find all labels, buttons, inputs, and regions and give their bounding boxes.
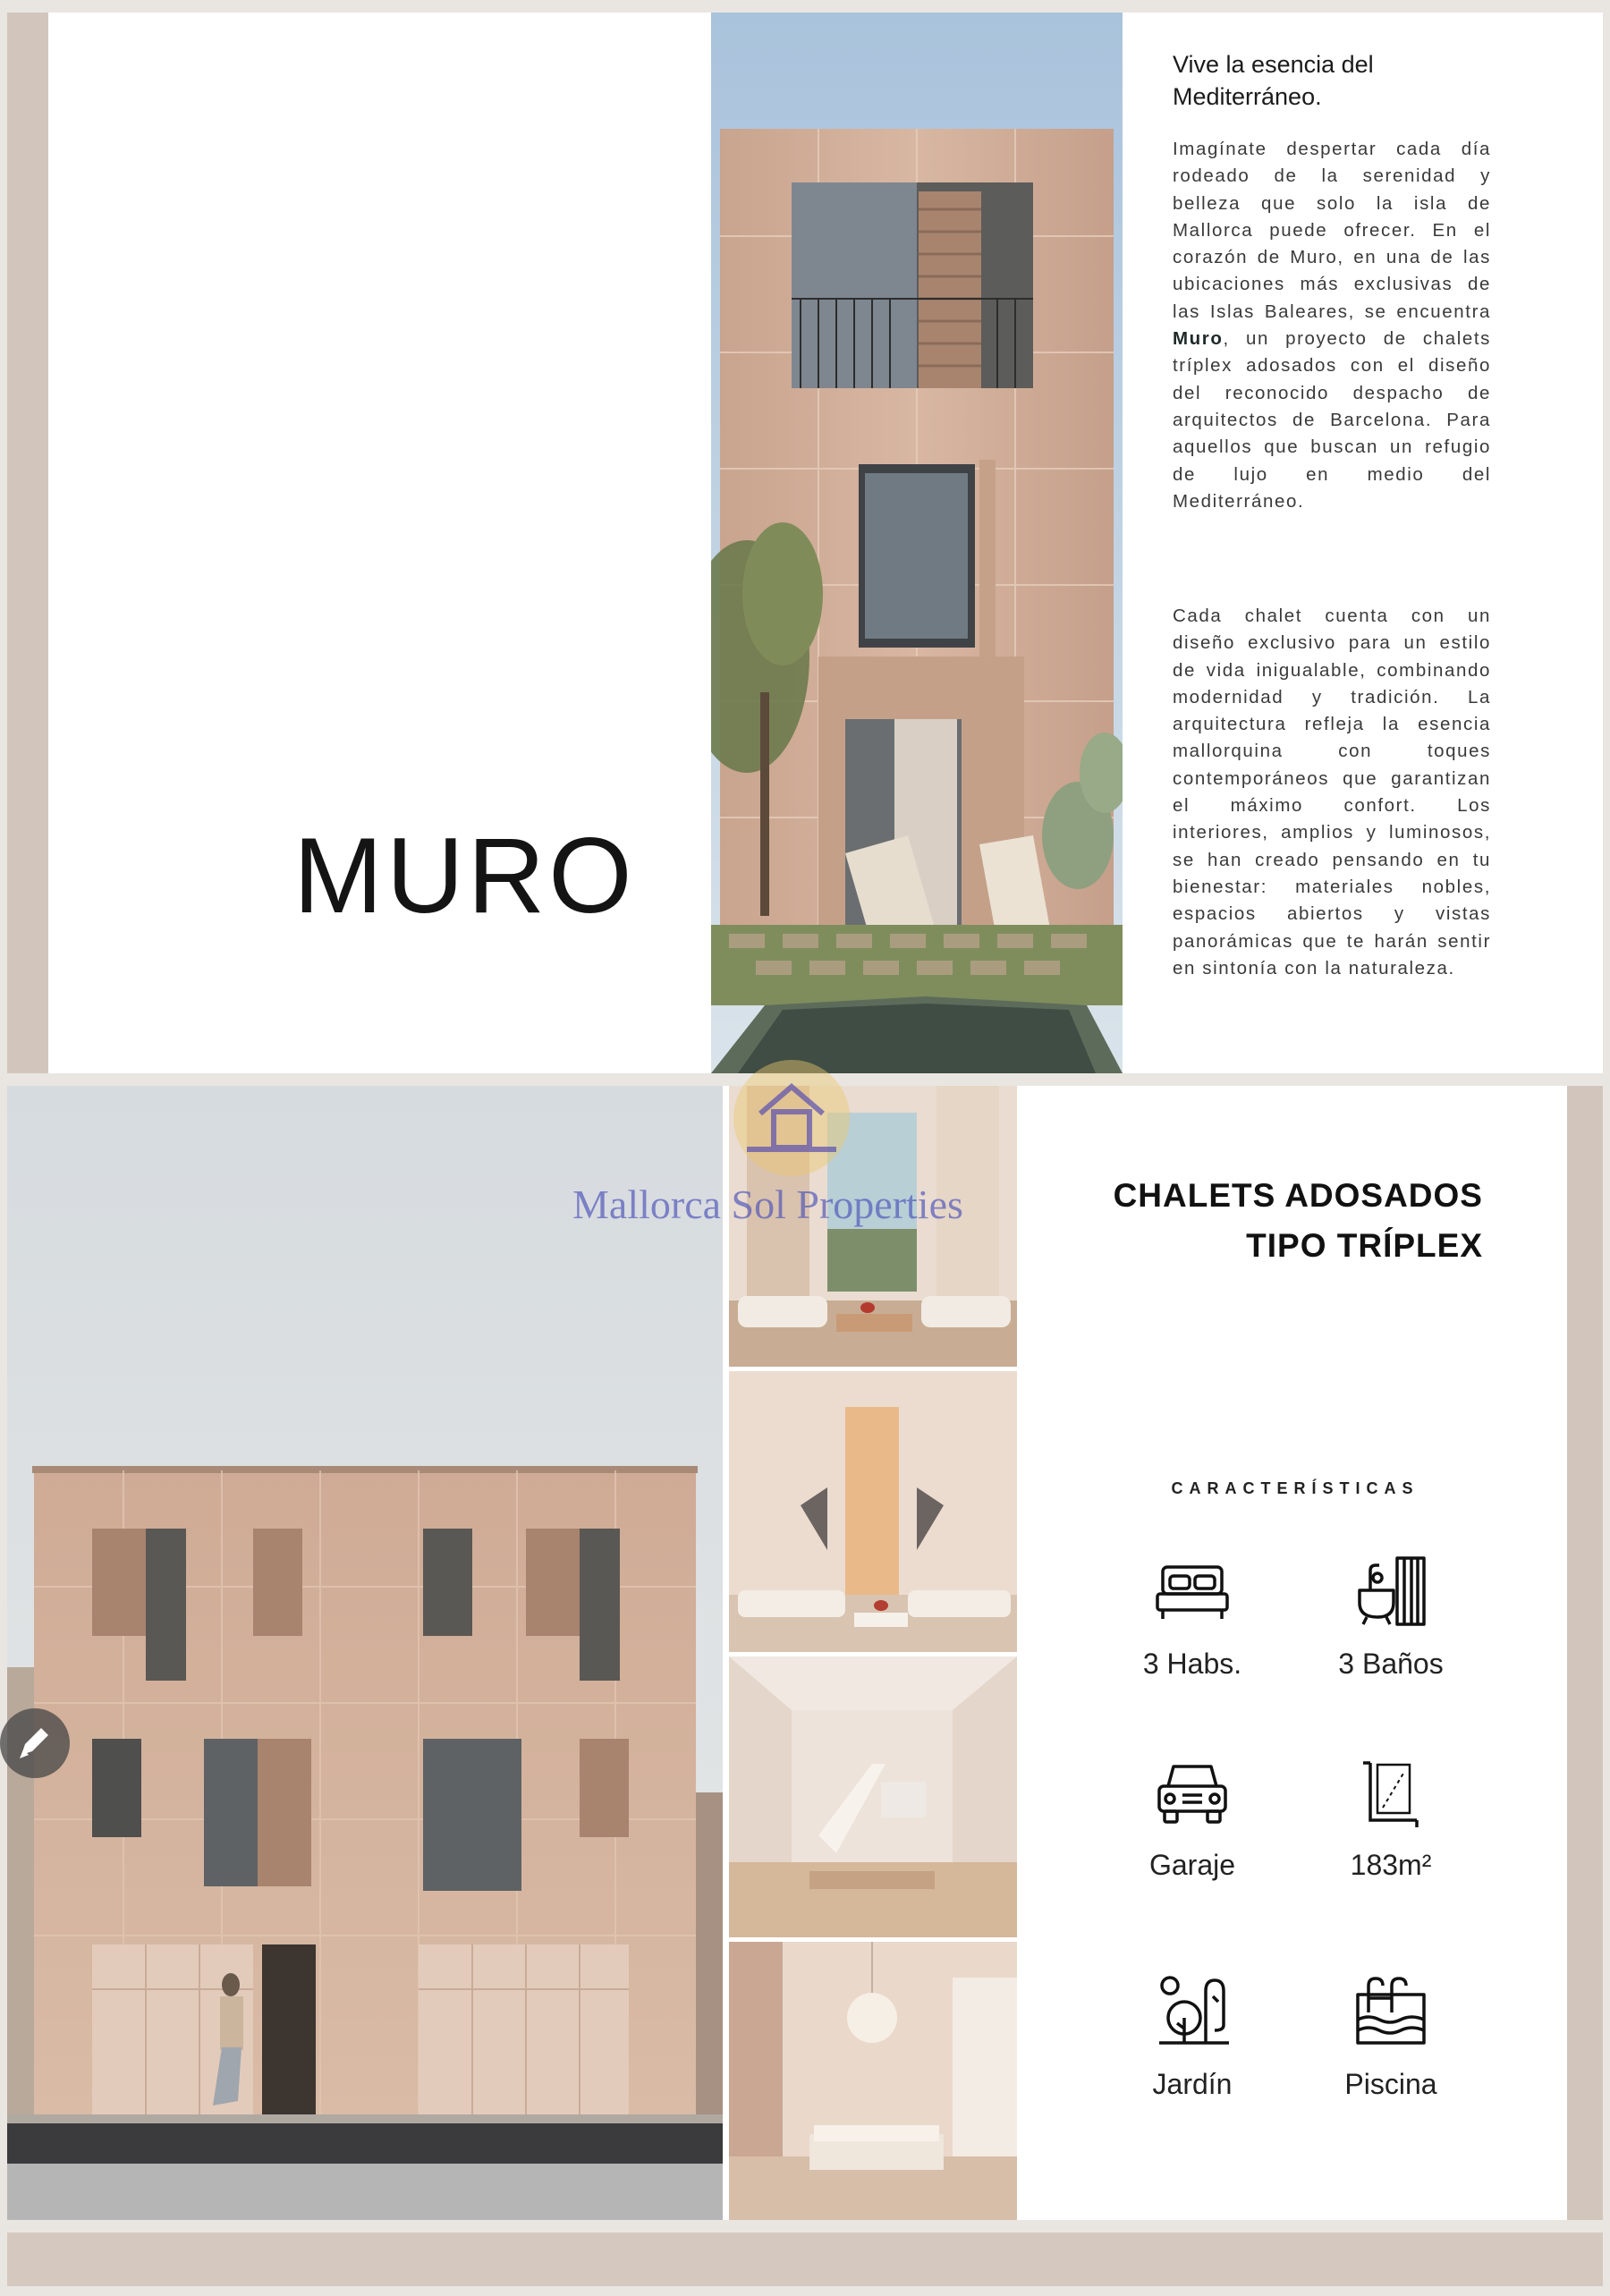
car-icon: [1152, 1752, 1233, 1833]
feature-area: [1301, 1752, 1480, 1882]
feature-label: 3 Baños: [1338, 1648, 1444, 1680]
project-title: MURO: [293, 816, 636, 936]
watermark-text: Mallorca Sol Properties: [572, 1182, 963, 1227]
section-title-line-1: CHALETS ADOSADOS: [1113, 1177, 1483, 1214]
bath-icon: [1351, 1551, 1431, 1631]
area-icon: [1351, 1752, 1431, 1833]
pencil-icon: [0, 1708, 70, 1778]
feature-bedrooms: [1103, 1551, 1282, 1681]
feature-garage: [1103, 1752, 1282, 1882]
intro-heading: Vive la esencia del Mediterráneo.: [1173, 51, 1374, 110]
paragraph-1-text-cont: , un proyecto de chalets tríplex adosados con el diseño del reconocido despacho de arquitectos de Barcelona. Para aquellos que buscan un refugio de lujo en medio del Mediterráneo.: [1173, 328, 1491, 512]
intro-paragraph-1: [1173, 136, 1491, 515]
feature-garden: [1103, 1971, 1282, 2101]
feature-label: Piscina: [1344, 2068, 1437, 2100]
watermark-logo: [733, 1060, 850, 1176]
feature-label: 183m²: [1350, 1849, 1432, 1881]
paragraph-1-text: Imagínate despertar cada día rodeado de la serenidad y belleza que solo la isla de Mallorca puede ofrecer. En el corazón de Muro, en una de las ubicaciones más exclusivas de las Islas Baleares, se encuentra: [1173, 139, 1491, 322]
facade-photo: [7, 1086, 723, 2220]
pool-icon: [1351, 1971, 1431, 2052]
decorative-strip: [1567, 1086, 1603, 2220]
section-title-line-2: TIPO TRÍPLEX: [1246, 1227, 1483, 1264]
interior-photo-bedroom: [729, 1942, 1017, 2220]
top-page: [7, 13, 1603, 1073]
tower-exterior-photo: [711, 13, 1123, 1073]
interior-photo-double-height: [729, 1371, 1017, 1652]
interior-photo-stairs: [729, 1656, 1017, 1937]
section-title: [1036, 1171, 1483, 1271]
garden-icon: [1152, 1971, 1233, 2052]
feature-label: 3 Habs.: [1142, 1648, 1242, 1680]
feature-label: Jardín: [1152, 2068, 1233, 2100]
house-logo-icon: [733, 1060, 850, 1176]
project-name-bold: Muro: [1173, 328, 1224, 350]
feature-bathrooms: [1301, 1551, 1480, 1681]
decorative-strip: [7, 13, 48, 1073]
bottom-page: [7, 1086, 1603, 2220]
footer-band: [7, 2232, 1603, 2286]
features-heading: CARACTERÍSTICAS: [1171, 1479, 1419, 1497]
feature-pool: [1301, 1971, 1480, 2101]
edit-button[interactable]: [0, 1708, 70, 1778]
feature-label: Garaje: [1148, 1849, 1236, 1881]
intro-paragraph-2: Cada chalet cuenta con un diseño exclusivo para un estilo de vida inigualable, combinando modernidad y tradición. La arquitectura refleja la esencia mallorquina con toques contemporáneos que garantizan el máximo confort. Los interiores, amplios y luminosos, se han creado pensando en tu bienestar: materiales nobles, espacios abiertos y vistas panorámicas que te harán sentir en sintonía con la naturaleza.: [1173, 606, 1491, 979]
bed-icon: [1152, 1551, 1233, 1631]
